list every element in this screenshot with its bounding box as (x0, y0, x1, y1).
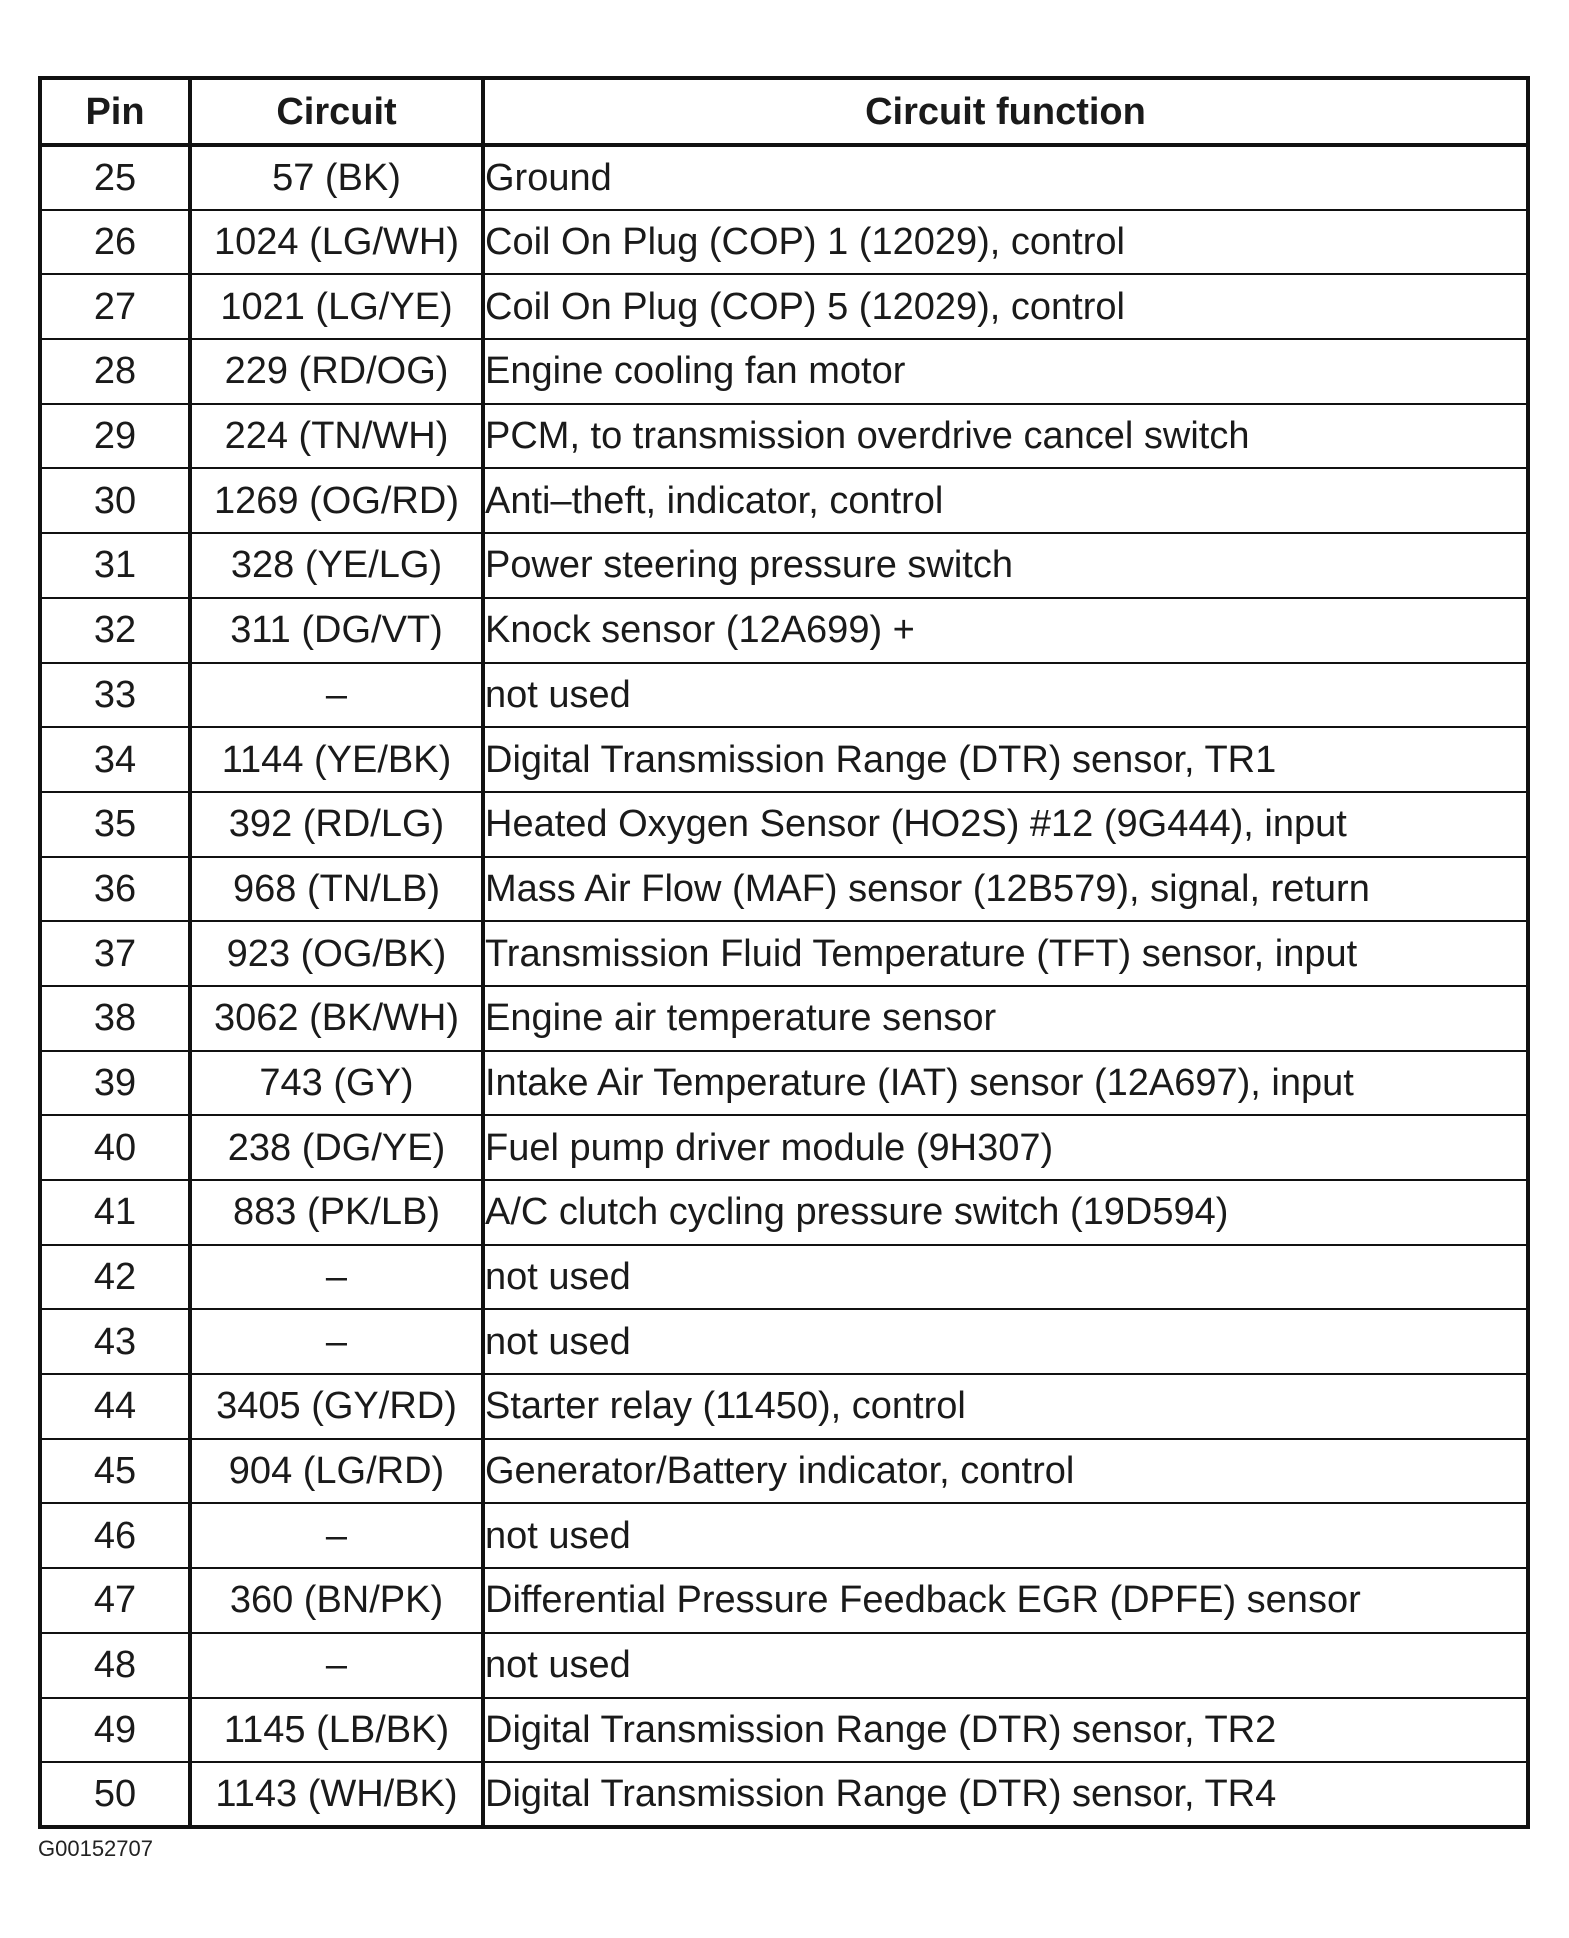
pin-cell: 40 (40, 1115, 190, 1180)
table-row (40, 1374, 1528, 1439)
table-row (40, 468, 1528, 533)
table-row (40, 210, 1528, 275)
pin-cell: 45 (40, 1439, 190, 1504)
pin-cell: 44 (40, 1374, 190, 1439)
pin-cell: 41 (40, 1180, 190, 1245)
pin-circuit-table (38, 76, 1530, 1829)
circuit-cell: 1145 (LB/BK) (190, 1698, 483, 1763)
function-cell: Starter relay (11450), control (483, 1374, 1528, 1439)
circuit-cell: 3062 (BK/WH) (190, 986, 483, 1051)
pin-cell: 48 (40, 1633, 190, 1698)
function-cell: not used (483, 663, 1528, 728)
function-cell: PCM, to transmission overdrive cancel switch (483, 404, 1528, 469)
header-circuit-function: Circuit function (483, 78, 1528, 145)
table-row (40, 1180, 1528, 1245)
circuit-cell: 360 (BN/PK) (190, 1568, 483, 1633)
circuit-cell: – (190, 1503, 483, 1568)
pin-cell: 43 (40, 1309, 190, 1374)
table-row (40, 792, 1528, 857)
pin-cell: 29 (40, 404, 190, 469)
circuit-cell: 968 (TN/LB) (190, 857, 483, 922)
table-row (40, 1503, 1528, 1568)
function-cell: Digital Transmission Range (DTR) sensor, TR4 (483, 1762, 1528, 1827)
figure-code: G00152707 (38, 1836, 153, 1861)
table-row (40, 1051, 1528, 1116)
pin-cell: 47 (40, 1568, 190, 1633)
table-row (40, 1245, 1528, 1310)
function-cell: Digital Transmission Range (DTR) sensor, TR1 (483, 727, 1528, 792)
table-row (40, 986, 1528, 1051)
table-row (40, 274, 1528, 339)
table-body (40, 145, 1528, 1827)
circuit-cell: – (190, 663, 483, 728)
function-cell: not used (483, 1503, 1528, 1568)
function-cell: Knock sensor (12A699) + (483, 598, 1528, 663)
pin-cell: 37 (40, 921, 190, 986)
function-cell: Digital Transmission Range (DTR) sensor, TR2 (483, 1698, 1528, 1763)
circuit-cell: 1143 (WH/BK) (190, 1762, 483, 1827)
table-row (40, 404, 1528, 469)
function-cell: Mass Air Flow (MAF) sensor (12B579), signal, return (483, 857, 1528, 922)
circuit-cell: 1144 (YE/BK) (190, 727, 483, 792)
table-row (40, 663, 1528, 728)
function-cell: Intake Air Temperature (IAT) sensor (12A697), input (483, 1051, 1528, 1116)
circuit-cell: 743 (GY) (190, 1051, 483, 1116)
function-cell: Fuel pump driver module (9H307) (483, 1115, 1528, 1180)
table-row (40, 1568, 1528, 1633)
table-row (40, 339, 1528, 404)
table-row (40, 1633, 1528, 1698)
circuit-cell: – (190, 1245, 483, 1310)
pin-cell: 27 (40, 274, 190, 339)
function-cell: Transmission Fluid Temperature (TFT) sensor, input (483, 921, 1528, 986)
pin-cell: 28 (40, 339, 190, 404)
circuit-cell: 1269 (OG/RD) (190, 468, 483, 533)
pin-cell: 38 (40, 986, 190, 1051)
function-cell: Anti–theft, indicator, control (483, 468, 1528, 533)
pin-cell: 42 (40, 1245, 190, 1310)
table-header-row (40, 78, 1528, 145)
table-row (40, 533, 1528, 598)
circuit-cell: 1021 (LG/YE) (190, 274, 483, 339)
pin-cell: 30 (40, 468, 190, 533)
pin-cell: 25 (40, 145, 190, 210)
table-row (40, 857, 1528, 922)
pin-cell: 32 (40, 598, 190, 663)
pin-cell: 31 (40, 533, 190, 598)
table-row (40, 1698, 1528, 1763)
function-cell: Engine air temperature sensor (483, 986, 1528, 1051)
function-cell: not used (483, 1245, 1528, 1310)
function-cell: Ground (483, 145, 1528, 210)
function-cell: Engine cooling fan motor (483, 339, 1528, 404)
table-row (40, 727, 1528, 792)
pin-cell: 26 (40, 210, 190, 275)
circuit-cell: 883 (PK/LB) (190, 1180, 483, 1245)
circuit-cell: 238 (DG/YE) (190, 1115, 483, 1180)
table-row (40, 145, 1528, 210)
function-cell: not used (483, 1633, 1528, 1698)
header-pin: Pin (40, 78, 190, 145)
table-row (40, 1439, 1528, 1504)
function-cell: Power steering pressure switch (483, 533, 1528, 598)
circuit-cell: 1024 (LG/WH) (190, 210, 483, 275)
circuit-cell: – (190, 1633, 483, 1698)
pin-cell: 46 (40, 1503, 190, 1568)
table-row (40, 1762, 1528, 1827)
function-cell: not used (483, 1309, 1528, 1374)
circuit-cell: 57 (BK) (190, 145, 483, 210)
table-row (40, 1309, 1528, 1374)
table-row (40, 1115, 1528, 1180)
function-cell: A/C clutch cycling pressure switch (19D594) (483, 1180, 1528, 1245)
circuit-cell: 904 (LG/RD) (190, 1439, 483, 1504)
circuit-cell: 229 (RD/OG) (190, 339, 483, 404)
circuit-cell: 392 (RD/LG) (190, 792, 483, 857)
circuit-cell: – (190, 1309, 483, 1374)
function-cell: Coil On Plug (COP) 5 (12029), control (483, 274, 1528, 339)
header-circuit: Circuit (190, 78, 483, 145)
pin-cell: 33 (40, 663, 190, 728)
pin-cell: 34 (40, 727, 190, 792)
function-cell: Coil On Plug (COP) 1 (12029), control (483, 210, 1528, 275)
circuit-cell: 328 (YE/LG) (190, 533, 483, 598)
pin-cell: 36 (40, 857, 190, 922)
function-cell: Differential Pressure Feedback EGR (DPFE) sensor (483, 1568, 1528, 1633)
pin-cell: 35 (40, 792, 190, 857)
table-row (40, 921, 1528, 986)
table-row (40, 598, 1528, 663)
circuit-cell: 224 (TN/WH) (190, 404, 483, 469)
pin-cell: 49 (40, 1698, 190, 1763)
circuit-cell: 3405 (GY/RD) (190, 1374, 483, 1439)
function-cell: Heated Oxygen Sensor (HO2S) #12 (9G444), input (483, 792, 1528, 857)
pin-cell: 39 (40, 1051, 190, 1116)
pin-cell: 50 (40, 1762, 190, 1827)
circuit-cell: 311 (DG/VT) (190, 598, 483, 663)
function-cell: Generator/Battery indicator, control (483, 1439, 1528, 1504)
circuit-cell: 923 (OG/BK) (190, 921, 483, 986)
